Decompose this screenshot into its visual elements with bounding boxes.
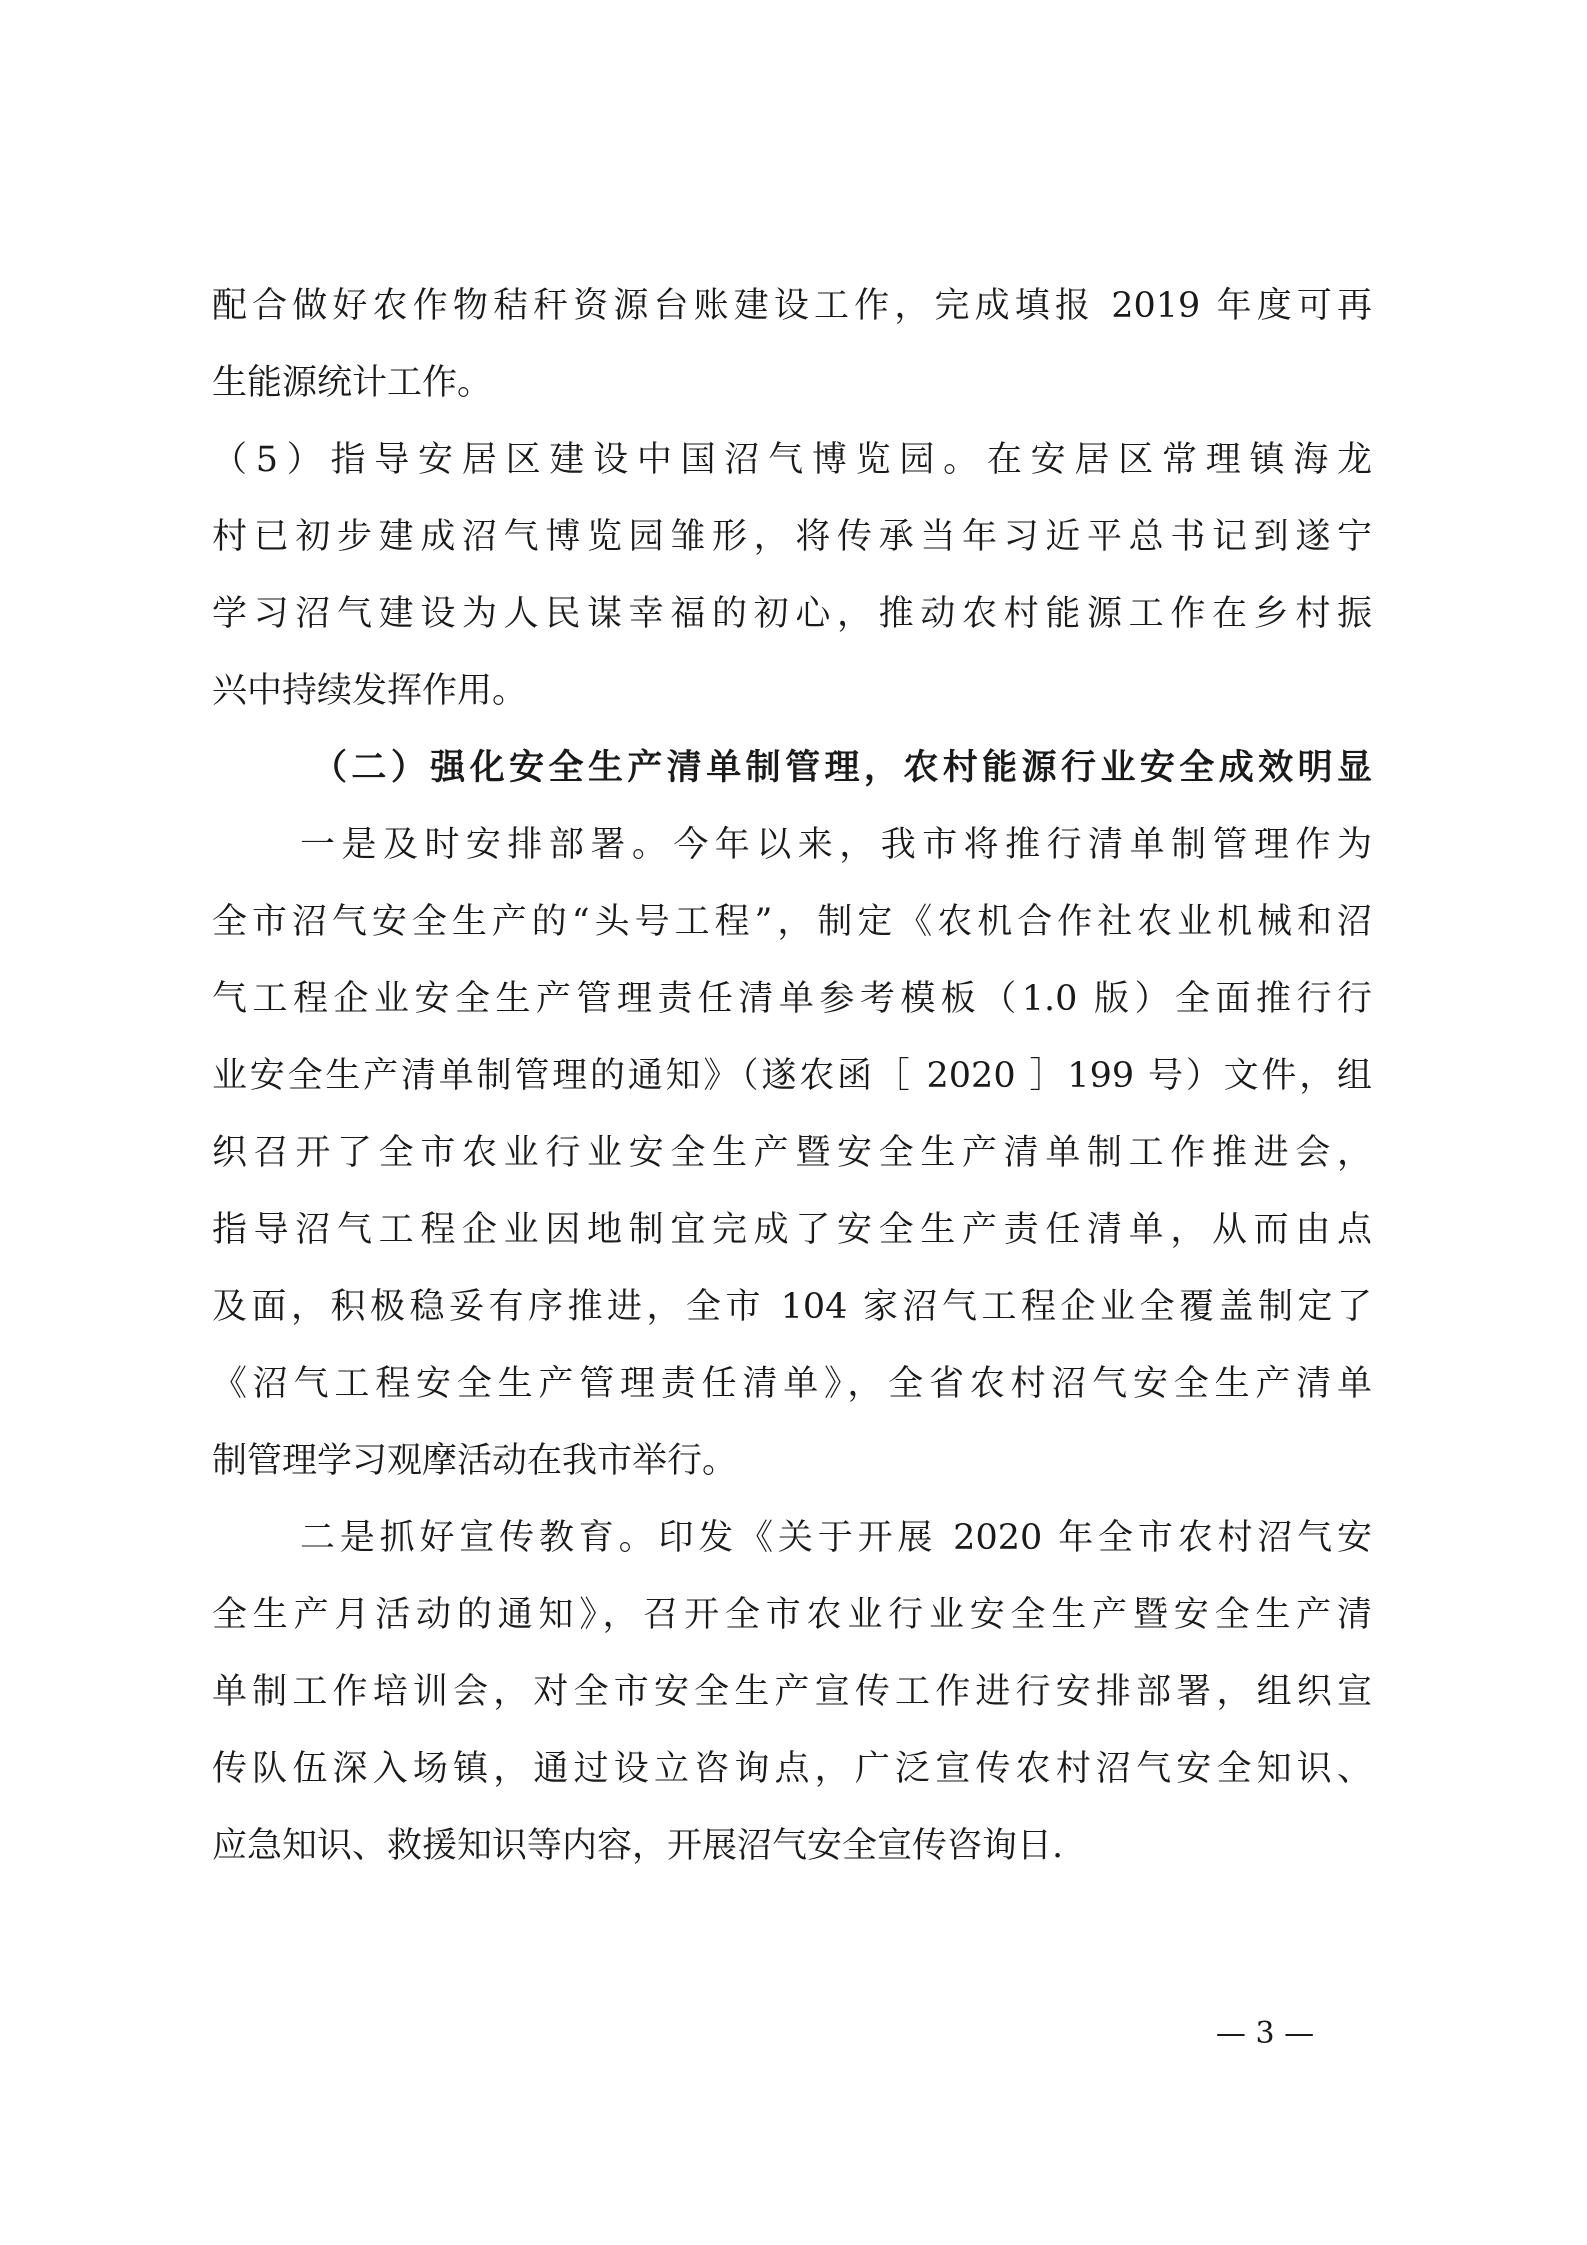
body-text-line: 及面，积极稳妥有序推进，全市 104 家沼气工程企业全覆盖制定了: [212, 1287, 1372, 1327]
body-text-line: 一是及时安排部署。今年以来，我市将推行清单制管理作为: [300, 825, 1372, 865]
body-text-line: 气工程企业安全生产管理责任清单参考模板（1.0 版）全面推行行: [212, 979, 1372, 1019]
body-text-line: 织召开了全市农业行业安全生产暨安全生产清单制工作推进会，: [212, 1133, 1372, 1173]
body-text-line: （5）指导安居区建设中国沼气博览园。在安居区常理镇海龙: [212, 440, 1372, 480]
body-text-line: 学习沼气建设为人民谋幸福的初心，推动农村能源工作在乡村振: [212, 594, 1372, 634]
body-text-line: 应急知识、救援知识等内容，开展沼气安全宣传咨询日.: [212, 1826, 1064, 1866]
body-text-line: 二是抓好宣传教育。印发《关于开展 2020 年全市农村沼气安: [300, 1518, 1372, 1558]
body-text-line: 单制工作培训会，对全市安全生产宣传工作进行安排部署，组织宣: [212, 1672, 1372, 1712]
body-text-line: 兴中持续发挥作用。: [212, 671, 528, 711]
body-text-line: 制管理学习观摩活动在我市举行。: [212, 1441, 738, 1481]
body-text-line: 生能源统计工作。: [212, 363, 493, 403]
body-text-line: 指导沼气工程企业因地制宜完成了安全生产责任清单，从而由点: [212, 1210, 1372, 1250]
page-number: — 3 —: [1215, 2016, 1315, 2051]
body-text-line: 《沼气工程安全生产管理责任清单》，全省农村沼气安全生产清单: [212, 1364, 1372, 1404]
body-text-line: 全生产月活动的通知》，召开全市农业行业安全生产暨安全生产清: [212, 1595, 1372, 1635]
body-text-line: 村已初步建成沼气博览园雏形，将传承当年习近平总书记到遂宁: [212, 517, 1372, 557]
section-heading: （二）强化安全生产清单制管理，农村能源行业安全成效明显: [312, 747, 1372, 788]
body-text-line: 配合做好农作物秸秆资源台账建设工作，完成填报 2019 年度可再: [212, 286, 1372, 326]
body-text-line: 全市沼气安全生产的“头号工程”，制定《农机合作社农业机械和沼: [212, 902, 1372, 942]
body-text-line: 传队伍深入场镇，通过设立咨询点，广泛宣传农村沼气安全知识、: [212, 1749, 1372, 1789]
body-text-line: 业安全生产清单制管理的通知》（遂农函［ 2020 ］199 号）文件，组: [212, 1056, 1372, 1096]
